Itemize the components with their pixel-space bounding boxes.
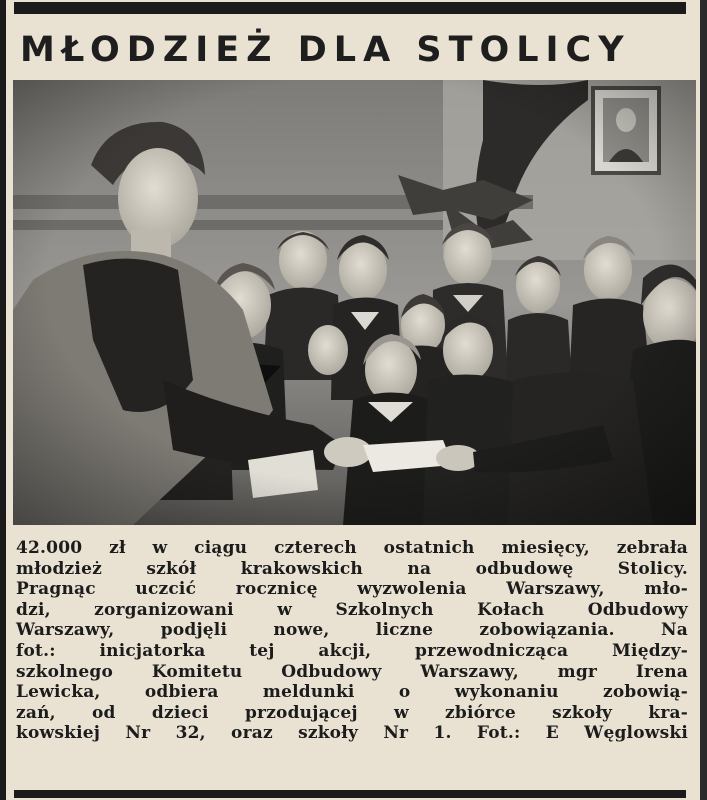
caption-line: dzi, zorganizowani w Szkolnych Kołach Odbudowy [16,599,688,620]
caption-line: Warszawy, podjęli nowe, liczne zobowiązania. Na [16,620,688,641]
caption-line: kowskiej Nr 32, oraz szkoły Nr 1. Fot.: E Węglowski [16,723,688,744]
caption-line: 42.000 zł w ciągu czterech ostatnich miesięcy, zebrała [16,538,688,558]
page-edge-shadow [0,0,6,800]
bottom-rule [14,790,686,798]
caption-line: młodzież szkół krakowskich na odbudowę Stolicy. [16,558,688,579]
caption-line: Pragnąc uczcić rocznicę wyzwolenia Warszawy, mło- [16,579,688,600]
photo-illustration [13,80,696,525]
top-rule [14,2,686,14]
caption-line: szkolnego Komitetu Odbudowy Warszawy, mgr Irena [16,661,688,682]
caption-line: Lewicka, odbiera meldunki o wykonaniu zobowią- [16,682,688,703]
photo-vignette [13,80,696,525]
news-photograph [13,80,696,525]
caption-line: zań, od dzieci przodującej w zbiórce szkoły kra- [16,702,688,723]
caption-line: fot.: inicjatorka tej akcji, przewodnicząca Między- [16,640,688,661]
photo-caption [16,538,688,744]
headline: MŁODZIEŻ DLA STOLICY [20,30,631,70]
